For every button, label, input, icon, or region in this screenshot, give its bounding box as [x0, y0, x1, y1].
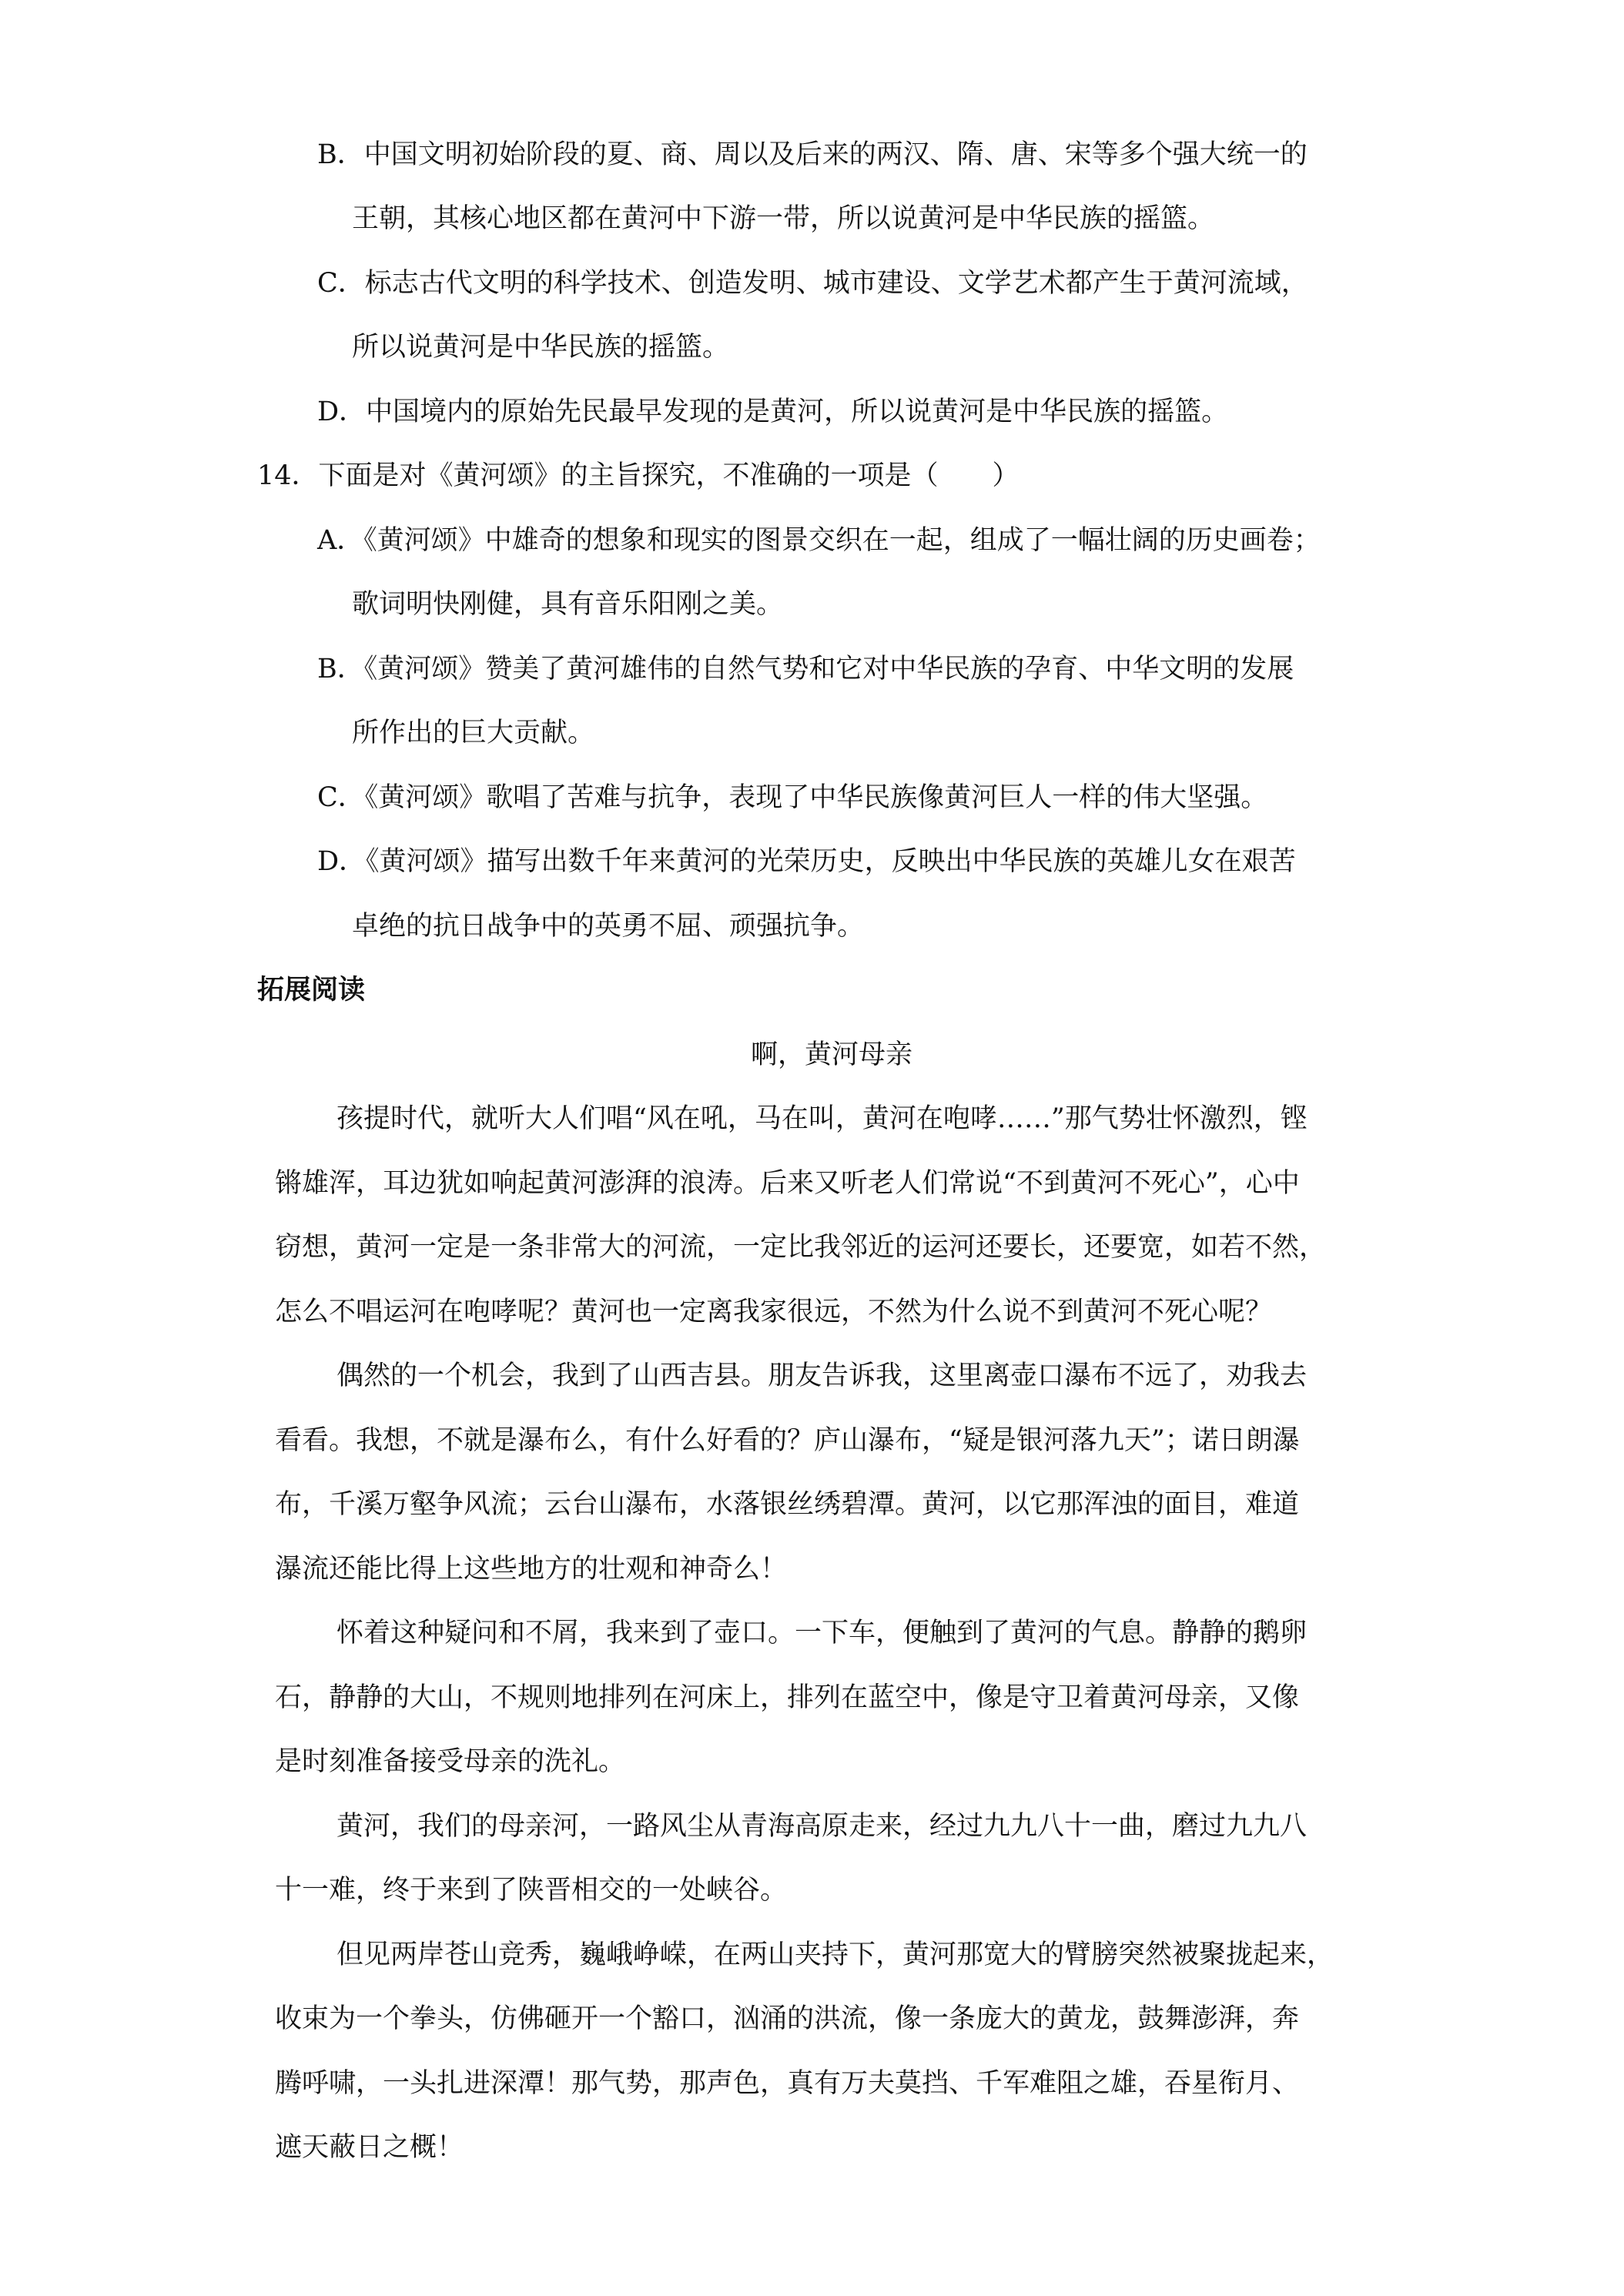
q13-option-b-line1: B．中国文明初始阶段的夏、商、周以及后来的两汉、隋、唐、宋等多个强大统一的	[317, 139, 1308, 170]
paragraph-5-line1: 但见两岸苍山竞秀，巍峨峥嵘，在两山夹持下，黄河那宽大的臂膀突然被聚拢起来，	[337, 1940, 1334, 1970]
paragraph-5-line2: 收束为一个拳头，仿佛砸开一个豁口，汹涌的洪流，像一条庞大的黄龙，鼓舞澎湃，奔	[275, 2003, 1300, 2034]
paragraph-3-line1: 怀着这种疑问和不屑，我来到了壶口。一下车，便触到了黄河的气息。静静的鹅卵	[337, 1618, 1308, 1648]
q14-stem: 14．下面是对《黄河颂》的主旨探究，不准确的一项是（ ）	[257, 460, 1020, 491]
section-heading: 拓展阅读	[257, 974, 366, 1006]
paragraph-5-line4: 遮天蔽日之概！	[275, 2132, 464, 2163]
paragraph-1-line4: 怎么不唱运河在咆哮呢？黄河也一定离我家很远，不然为什么说不到黄河不死心呢？	[275, 1297, 1273, 1327]
paragraph-2-line1: 偶然的一个机会，我到了山西吉县。朋友告诉我，这里离壶口瀑布不远了，劝我去	[337, 1361, 1308, 1391]
q13-option-d-line1: D．中国境内的原始先民最早发现的是黄河，所以说黄河是中华民族的摇篮。	[317, 397, 1229, 427]
q14-option-d-line2: 卓绝的抗日战争中的英勇不屈、顽强抗争。	[352, 911, 865, 942]
q14-option-b-line2: 所作出的巨大贡献。	[352, 718, 595, 748]
q14-option-d-line1: D．《黄河颂》描写出数千年来黄河的光荣历史，反映出中华民族的英雄儿女在艰苦	[317, 846, 1296, 877]
q14-option-a-line1: A．《黄河颂》中雄奇的想象和现实的图景交织在一起，组成了一幅壮阔的历史画卷；	[317, 525, 1321, 556]
q14-option-c-line1: C．《黄河颂》歌唱了苦难与抗争，表现了中华民族像黄河巨人一样的伟大坚强。	[317, 782, 1268, 813]
q14-option-a-line2: 歌词明快刚健，具有音乐阳刚之美。	[352, 589, 784, 620]
paragraph-1-line3: 窃想，黄河一定是一条非常大的河流，一定比我邻近的运河还要长，还要宽，如若不然，	[275, 1232, 1327, 1263]
q13-option-c-line1: C．标志古代文明的科学技术、创造发明、城市建设、文学艺术都产生于黄河流域，	[317, 268, 1308, 299]
paragraph-2-line4: 瀑流还能比得上这些地方的壮观和神奇么！	[275, 1554, 788, 1585]
q13-option-c-line2: 所以说黄河是中华民族的摇篮。	[352, 332, 730, 363]
paragraph-4-line1: 黄河，我们的母亲河，一路风尘从青海高原走来，经过九九八十一曲，磨过九九八	[337, 1811, 1308, 1842]
paragraph-1-line2: 锵雄浑，耳边犹如响起黄河澎湃的浪涛。后来又听老人们常说“不到黄河不死心”，心中	[275, 1168, 1300, 1199]
q14-option-b-line1: B．《黄河颂》赞美了黄河雄伟的自然气势和它对中华民族的孕育、中华文明的发展	[317, 654, 1294, 684]
paragraph-3-line2: 石，静静的大山，不规则地排列在河床上，排列在蓝空中，像是守卫着黄河母亲，又像	[275, 1682, 1300, 1713]
paragraph-1-line1: 孩提时代，就听大人们唱“风在吼，马在叫，黄河在咆哮……”那气势壮怀激烈，铿	[337, 1103, 1308, 1134]
paragraph-2-line2: 看看。我想，不就是瀑布么，有什么好看的？庐山瀑布，“疑是银河落九天”；诺日朗瀑	[275, 1425, 1300, 1456]
paragraph-4-line2: 十一难，终于来到了陕晋相交的一处峡谷。	[275, 1875, 788, 1906]
paragraph-3-line3: 是时刻准备接受母亲的洗礼。	[275, 1746, 626, 1777]
article-title: 啊，黄河母亲	[751, 1039, 913, 1070]
paragraph-5-line3: 腾呼啸，一头扎进深潭！那气势，那声色，真有万夫莫挡、千军难阻之雄，吞星衔月、	[275, 2068, 1300, 2099]
q13-option-b-line2: 王朝，其核心地区都在黄河中下游一带，所以说黄河是中华民族的摇篮。	[352, 203, 1215, 234]
paragraph-2-line3: 布，千溪万壑争风流；云台山瀑布，水落银丝绣碧潭。黄河，以它那浑浊的面目，难道	[275, 1489, 1300, 1520]
